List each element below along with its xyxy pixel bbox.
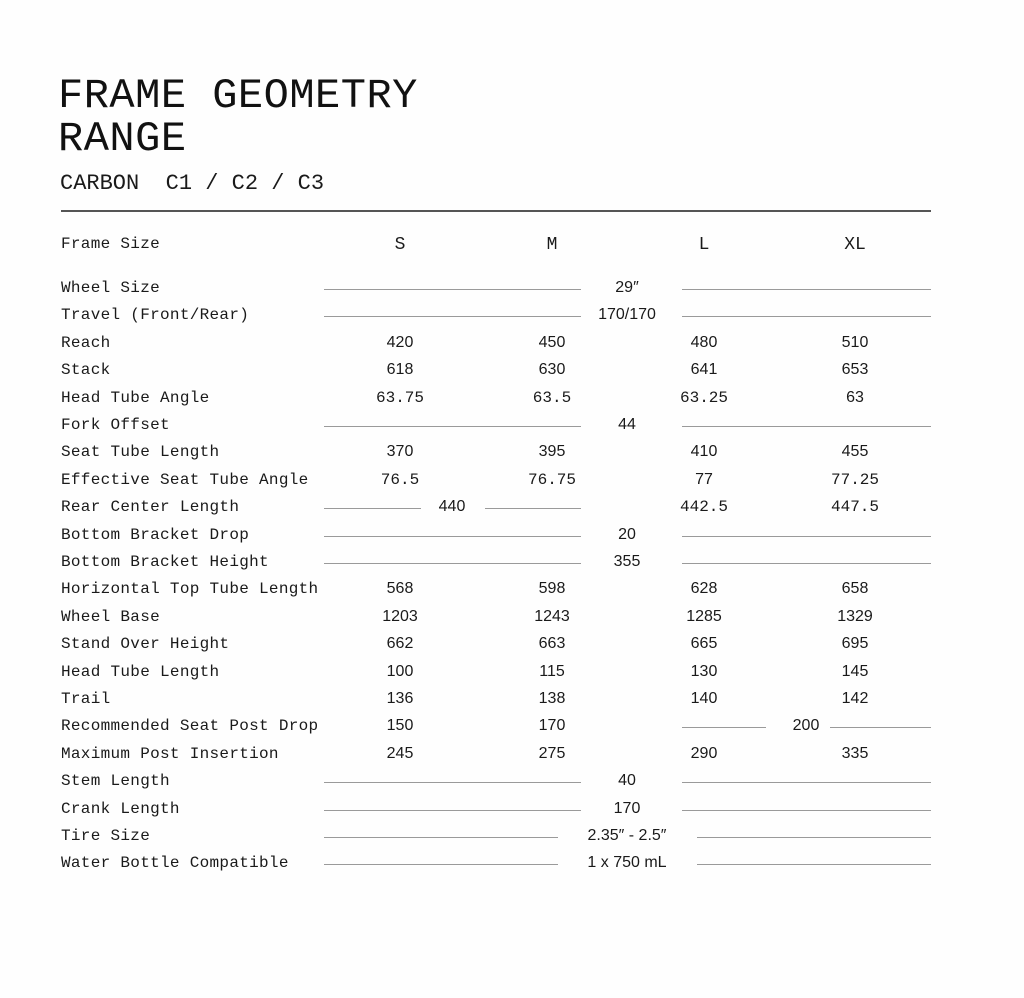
span-line-right <box>682 289 931 290</box>
row-label: Head Tube Length <box>61 663 220 681</box>
span-value: 170 <box>613 800 641 817</box>
span-line-left <box>324 563 581 564</box>
row-label: Horizontal Top Tube Length <box>61 580 319 598</box>
span-value: 200 <box>792 717 820 734</box>
span-value: 20 <box>618 526 636 543</box>
cell-value: 145 <box>841 663 869 680</box>
row-label: Stack <box>61 361 111 379</box>
page-subtitle: CARBON C1 / C2 / C3 <box>60 171 325 196</box>
cell-value: 663 <box>538 635 566 652</box>
span-value: 440 <box>438 498 466 515</box>
cell-value: 335 <box>841 745 869 762</box>
row-label: Wheel Base <box>61 608 161 626</box>
cell-value: 63.5 <box>532 389 572 407</box>
cell-value: 245 <box>386 745 414 762</box>
span-value: 40 <box>618 772 636 789</box>
cell-value: 450 <box>538 334 566 351</box>
page-title-line-1: FRAME GEOMETRY <box>58 72 418 120</box>
span-line-left <box>324 289 581 290</box>
cell-value: 150 <box>386 717 414 734</box>
cell-value: 628 <box>690 580 718 597</box>
size-header-l: L <box>698 235 710 255</box>
span-line-right <box>830 727 931 728</box>
row-label: Effective Seat Tube Angle <box>61 471 309 489</box>
size-header-xl: XL <box>844 235 866 255</box>
cell-value: 115 <box>539 663 565 680</box>
span-line-right <box>682 782 931 783</box>
cell-value: 63.25 <box>679 389 728 407</box>
cell-value: 568 <box>386 580 414 597</box>
cell-value: 76.5 <box>380 471 420 489</box>
row-label: Reach <box>61 334 111 352</box>
page-title-line-2: RANGE <box>58 115 187 163</box>
span-value: 170/170 <box>598 306 656 323</box>
row-label: Maximum Post Insertion <box>61 745 279 763</box>
span-value: 44 <box>618 416 636 433</box>
cell-value: 142 <box>841 690 869 707</box>
span-line-right <box>682 316 931 317</box>
cell-value: 63 <box>846 389 864 406</box>
cell-value: 1285 <box>686 608 722 625</box>
cell-value: 480 <box>690 334 718 351</box>
cell-value: 136 <box>386 690 414 707</box>
span-value: 2.35″ - 2.5″ <box>587 827 667 844</box>
span-line-left <box>324 782 581 783</box>
cell-value: 510 <box>841 334 869 351</box>
cell-value: 630 <box>538 361 566 378</box>
row-label: Seat Tube Length <box>61 443 220 461</box>
span-line-left <box>324 810 581 811</box>
cell-value: 77 <box>695 471 713 488</box>
cell-value: 63.75 <box>375 389 424 407</box>
size-header-s: S <box>394 235 406 255</box>
row-label: Crank Length <box>61 800 180 818</box>
cell-value: 447.5 <box>830 498 879 516</box>
cell-value: 370 <box>386 443 414 460</box>
cell-value: 1203 <box>382 608 418 625</box>
span-line-right <box>697 837 931 838</box>
size-header-m: M <box>546 235 558 255</box>
span-line-left <box>324 316 581 317</box>
cell-value: 658 <box>841 580 869 597</box>
span-line-right <box>682 810 931 811</box>
span-line-right <box>485 508 581 509</box>
cell-value: 695 <box>841 635 869 652</box>
cell-value: 77.25 <box>830 471 879 489</box>
row-label: Travel (Front/Rear) <box>61 306 250 324</box>
span-line-right <box>697 864 931 865</box>
cell-value: 420 <box>386 334 414 351</box>
row-label: Head Tube Angle <box>61 389 210 407</box>
row-label: Tire Size <box>61 827 151 845</box>
row-label: Water Bottle Compatible <box>61 854 289 872</box>
row-label: Stand Over Height <box>61 635 230 653</box>
row-label: Stem Length <box>61 772 170 790</box>
row-label: Rear Center Length <box>61 498 240 516</box>
cell-value: 598 <box>538 580 566 597</box>
cell-value: 76.75 <box>527 471 576 489</box>
cell-value: 442.5 <box>679 498 728 516</box>
cell-value: 170 <box>538 717 566 734</box>
cell-value: 1329 <box>837 608 873 625</box>
header-divider <box>61 210 931 212</box>
cell-value: 275 <box>538 745 566 762</box>
span-line-right <box>682 563 931 564</box>
span-value: 355 <box>613 553 641 570</box>
row-label: Wheel Size <box>61 279 161 297</box>
span-line-left <box>324 837 558 838</box>
cell-value: 410 <box>690 443 718 460</box>
cell-value: 290 <box>690 745 718 762</box>
span-line-right <box>682 426 931 427</box>
row-label: Bottom Bracket Height <box>61 553 269 571</box>
span-line-left <box>324 426 581 427</box>
cell-value: 653 <box>841 361 869 378</box>
cell-value: 641 <box>690 361 718 378</box>
cell-value: 455 <box>841 443 869 460</box>
cell-value: 100 <box>386 663 414 680</box>
span-line-left <box>324 864 558 865</box>
span-value: 1 x 750 mL <box>587 854 667 871</box>
cell-value: 662 <box>386 635 414 652</box>
cell-value: 138 <box>538 690 566 707</box>
cell-value: 130 <box>690 663 718 680</box>
span-line-left <box>324 536 581 537</box>
cell-value: 665 <box>690 635 718 652</box>
row-label: Fork Offset <box>61 416 170 434</box>
cell-value: 618 <box>386 361 414 378</box>
frame-size-label: Frame Size <box>61 235 161 253</box>
span-line-right <box>682 536 931 537</box>
cell-value: 1243 <box>534 608 570 625</box>
cell-value: 140 <box>690 690 718 707</box>
cell-value: 395 <box>538 443 566 460</box>
row-label: Recommended Seat Post Drop <box>61 717 319 735</box>
row-label: Trail <box>61 690 111 708</box>
span-value: 29″ <box>615 279 639 296</box>
row-label: Bottom Bracket Drop <box>61 526 250 544</box>
